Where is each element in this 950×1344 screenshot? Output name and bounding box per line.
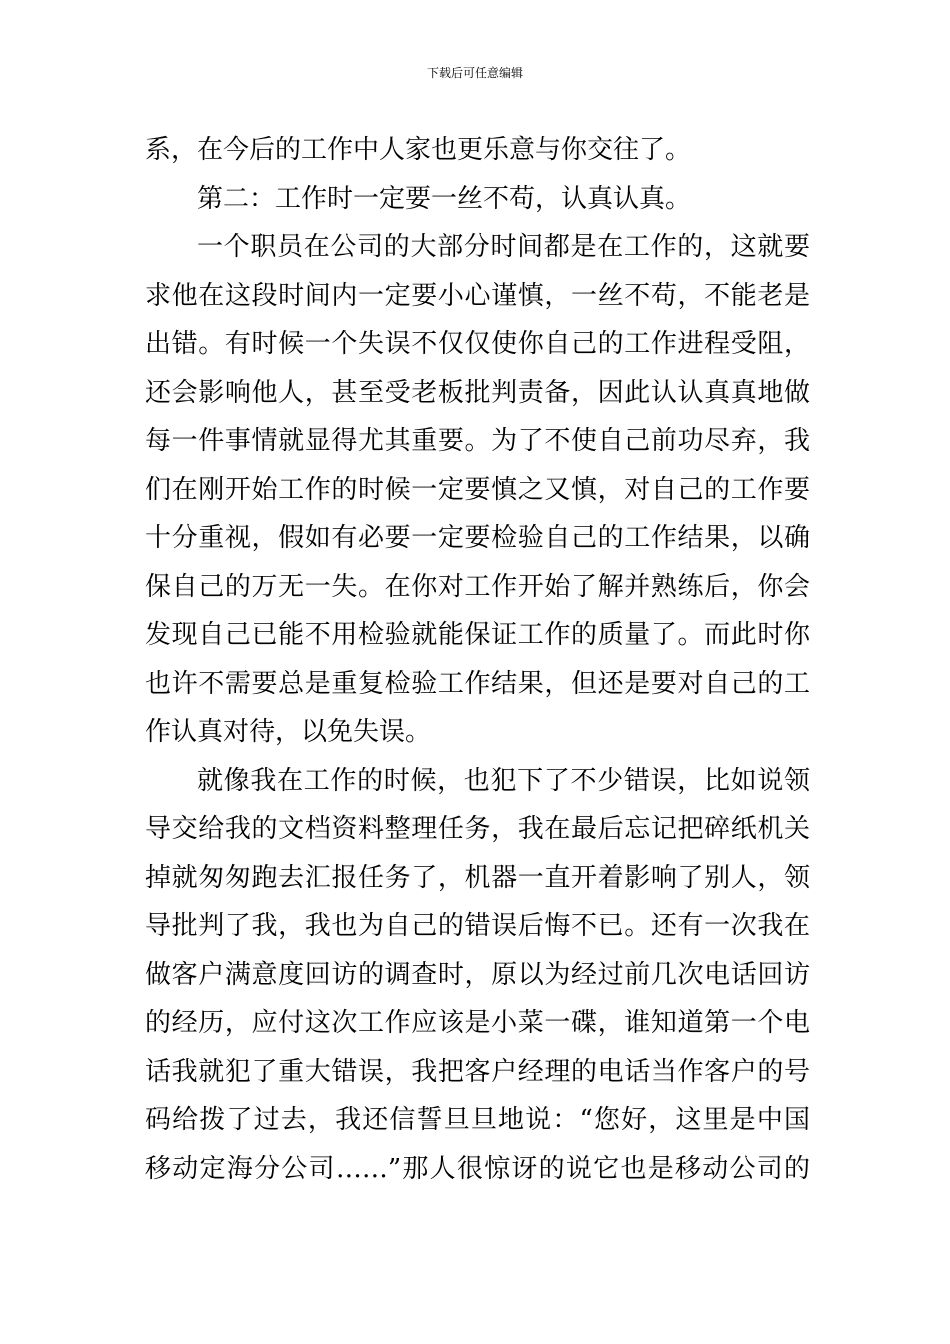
text-line: 话我就犯了重大错误，我把客户经理的电话当作客户的号 [145, 1056, 810, 1087]
text-line: 发现自己已能不用检验就能保证工作的质量了。而此时你 [145, 620, 810, 650]
text-line: 保自己的万无一失。在你对工作开始了解并熟练后，你会 [145, 571, 810, 602]
text-line: 移动定海分公司……”那人很惊讶的说它也是移动公司的 [145, 1153, 810, 1184]
text-line: 每一件事情就显得尤其重要。为了不使自己前功尽弃，我 [145, 426, 810, 456]
text-line: 就像我在工作的时候，也犯下了不少错误，比如说领 [197, 765, 810, 796]
text-line: 掉就匆匆跑去汇报任务了，机器一直开着影响了别人，领 [145, 862, 810, 893]
text-line: 导批判了我，我也为自己的错误后悔不已。还有一次我在 [145, 911, 810, 941]
document-body [145, 126, 810, 1193]
text-line: 求他在这段时间内一定要小心谨慎，一丝不苟，不能老是 [145, 280, 810, 311]
text-line: 们在刚开始工作的时候一定要慎之又慎，对自己的工作要 [145, 474, 810, 505]
text-line: 做客户满意度回访的调查时，原以为经过前几次电话回访 [145, 959, 810, 990]
text-line: 一个职员在公司的大部分时间都是在工作的，这就要 [197, 232, 810, 262]
text-line: 出错。有时候一个失误不仅仅使你自己的工作进程受阻， [145, 329, 810, 359]
page-header: 下载后可任意编辑 [426, 66, 523, 80]
text-line: 导交给我的文档资料整理任务，我在最后忘记把碎纸机关 [145, 814, 810, 844]
text-line: 系，在今后的工作中人家也更乐意与你交往了。 [145, 135, 692, 165]
text-line: 也许不需要总是重复检验工作结果，但还是要对自己的工 [145, 668, 810, 699]
text-line: 还会影响他人，甚至受老板批判责备，因此认认真真地做 [145, 377, 810, 408]
text-line: 的经历，应付这次工作应该是小菜一碟，谁知道第一个电 [145, 1008, 810, 1038]
text-line: 十分重视，假如有必要一定要检验自己的工作结果，以确 [145, 523, 810, 553]
text-line: 码给拨了过去，我还信誓旦旦地说：“您好，这里是中国 [145, 1105, 810, 1135]
text-line: 第二：工作时一定要一丝不苟，认真认真。 [197, 183, 692, 214]
text-line: 作认真对待，以免失误。 [145, 717, 432, 747]
